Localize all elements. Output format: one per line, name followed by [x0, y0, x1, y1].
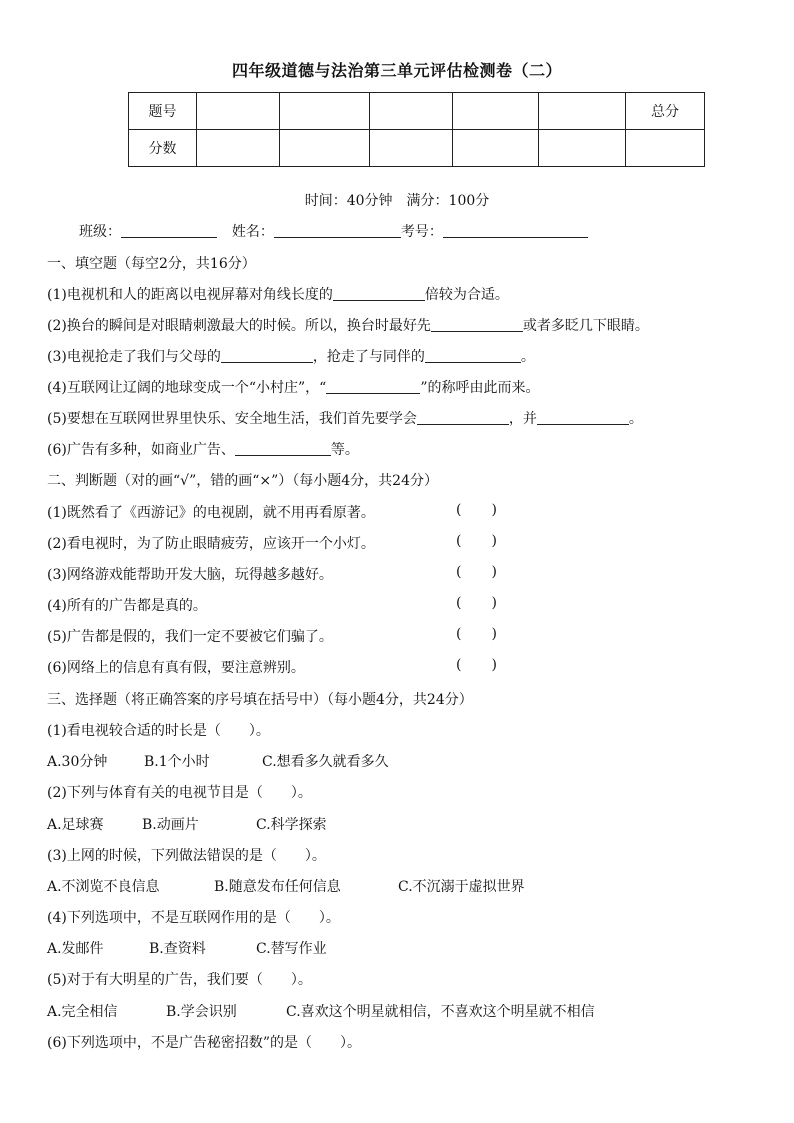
- score-cell[interactable]: [626, 130, 705, 167]
- score-cell: [280, 93, 370, 130]
- option-a[interactable]: A.发邮件: [47, 941, 104, 957]
- exam-title: 四年级道德与法治第三单元评估检测卷（二）: [231, 61, 562, 80]
- fill-question-6: [47, 439, 359, 459]
- answer-parentheses[interactable]: [456, 626, 497, 642]
- question-text: ，抢走了与同伴的: [312, 349, 425, 365]
- paren-open: (: [456, 564, 462, 580]
- answer-parentheses[interactable]: [456, 564, 497, 580]
- score-table-row-question-no: [129, 93, 705, 130]
- option-c[interactable]: C.不沉溺于虚拟世界: [398, 879, 525, 895]
- fill-question-3: [47, 346, 535, 366]
- answer-blank[interactable]: [417, 410, 509, 425]
- paren-close: ): [491, 564, 497, 580]
- choice-question-4: (4)下列选项中，不是互联网作用的是（ ）。: [47, 910, 340, 926]
- question-text: (3)电视抢走了我们与父母的: [47, 349, 221, 365]
- option-b[interactable]: B.随意发布任何信息: [214, 879, 341, 895]
- section1-heading: 一、填空题（每空2分，共16分）: [47, 256, 256, 272]
- choice-question-6: (6)下列选项中，不是广告秘密招数”的是（ ）。: [47, 1035, 361, 1051]
- paren-open: (: [456, 626, 462, 642]
- judge-question-5: (5)广告都是假的，我们一定不要被它们骗了。: [47, 629, 333, 645]
- question-text: ，并: [508, 411, 537, 427]
- answer-parentheses[interactable]: [456, 533, 497, 549]
- student-info-fields: [79, 221, 588, 241]
- answer-parentheses[interactable]: [456, 657, 497, 673]
- option-a[interactable]: A.完全相信: [47, 1004, 118, 1020]
- judge-question-3: (3)网络游戏能帮助开发大脑，玩得越多越好。: [47, 567, 333, 583]
- choice-question-1: (1)看电视较合适的时长是（ ）。: [47, 723, 270, 739]
- paren-close: ): [491, 657, 497, 673]
- score-cell[interactable]: [539, 130, 626, 167]
- fill-question-2: [47, 315, 649, 335]
- exam-no-label: 考号：: [400, 224, 443, 240]
- option-c[interactable]: C.替写作业: [256, 941, 327, 957]
- name-field[interactable]: [274, 223, 401, 238]
- choice-options-4: [47, 938, 327, 958]
- question-text: 倍较为合适。: [424, 287, 509, 303]
- question-text: 。: [520, 349, 535, 365]
- option-a[interactable]: A.30分钟: [47, 754, 108, 770]
- score-cell[interactable]: [453, 130, 539, 167]
- question-text: 等。: [330, 442, 359, 458]
- answer-parentheses[interactable]: [456, 502, 497, 518]
- score-cell[interactable]: [197, 130, 280, 167]
- score-cell: [197, 93, 280, 130]
- paren-close: ): [491, 595, 497, 611]
- score-cell: [370, 93, 453, 130]
- answer-blank[interactable]: [333, 286, 425, 301]
- question-text: (5)要想在互联网世界里快乐、安全地生活，我们首先要学会: [47, 411, 417, 427]
- score-table: [128, 92, 705, 167]
- fill-question-1: [47, 284, 509, 304]
- question-text: ”的称呼由此而来。: [420, 380, 540, 396]
- paren-open: (: [456, 595, 462, 611]
- question-text: (2)换台的瞬间是对眼睛刺激最大的时候。所以，换台时最好先: [47, 318, 431, 334]
- score-cell: [453, 93, 539, 130]
- answer-blank[interactable]: [221, 348, 313, 363]
- section3-heading: 三、选择题（将正确答案的序号填在括号中）（每小题4分，共24分）: [47, 692, 473, 708]
- question-text: 或者多眨几下眼睛。: [522, 318, 649, 334]
- exam-time-info: 时间：40分钟 满分：100分: [304, 193, 490, 209]
- judge-question-6: (6)网络上的信息有真有假，要注意辨别。: [47, 660, 305, 676]
- paren-close: ): [491, 502, 497, 518]
- paren-open: (: [456, 502, 462, 518]
- option-c[interactable]: C.科学探索: [256, 817, 327, 833]
- question-text: (1)电视机和人的距离以电视屏幕对角线长度的: [47, 287, 333, 303]
- choice-options-5: [47, 1001, 595, 1021]
- section2-heading: 二、判断题（对的画“√”，错的画“×”）（每小题4分，共24分）: [47, 473, 439, 489]
- score-table-row-score: [129, 130, 705, 167]
- option-c[interactable]: C.想看多久就看多久: [262, 754, 389, 770]
- answer-blank[interactable]: [431, 317, 523, 332]
- paren-open: (: [456, 533, 462, 549]
- score-cell[interactable]: [280, 130, 370, 167]
- judge-question-4: (4)所有的广告都是真的。: [47, 598, 207, 614]
- paren-close: ): [491, 533, 497, 549]
- option-b[interactable]: B.学会识别: [166, 1004, 237, 1020]
- question-no-label: 题号: [129, 93, 197, 130]
- choice-options-3: [47, 876, 525, 896]
- choice-options-2: [47, 814, 327, 834]
- answer-parentheses[interactable]: [456, 595, 497, 611]
- choice-options-1: [47, 751, 389, 771]
- choice-question-5: (5)对于有大明星的广告，我们要（ ）。: [47, 972, 312, 988]
- question-text: (6)广告有多种，如商业广告、: [47, 442, 235, 458]
- score-cell[interactable]: [370, 130, 453, 167]
- class-field[interactable]: [121, 223, 217, 238]
- fill-question-5: [47, 408, 643, 428]
- option-a[interactable]: A.不浏览不良信息: [47, 879, 160, 895]
- answer-blank[interactable]: [537, 410, 629, 425]
- question-text: 。: [628, 411, 643, 427]
- score-cell: [539, 93, 626, 130]
- class-label: 班级：: [79, 224, 121, 240]
- paren-open: (: [456, 657, 462, 673]
- option-b[interactable]: B.动画片: [142, 817, 199, 833]
- answer-blank[interactable]: [425, 348, 521, 363]
- answer-blank[interactable]: [235, 441, 331, 456]
- choice-question-3: (3)上网的时候，下列做法错误的是（ ）。: [47, 848, 326, 864]
- paren-close: ): [491, 626, 497, 642]
- score-label: 分数: [129, 130, 197, 167]
- question-text: (4)互联网让辽阔的地球变成一个“小村庄”，“: [47, 380, 327, 396]
- fill-question-4: [47, 377, 539, 397]
- option-b[interactable]: B.1个小时: [144, 754, 210, 770]
- total-score-label: 总分: [626, 93, 705, 130]
- judge-question-2: (2)看电视时，为了防止眼睛疲劳，应该开一个小灯。: [47, 536, 375, 552]
- exam-no-field[interactable]: [443, 223, 588, 238]
- judge-question-1: (1)既然看了《西游记》的电视剧，就不用再看原著。: [47, 505, 375, 521]
- name-label: 姓名：: [231, 224, 274, 240]
- option-b[interactable]: B.查资料: [149, 941, 206, 957]
- option-c[interactable]: C.喜欢这个明星就相信，不喜欢这个明星就不相信: [286, 1004, 595, 1020]
- answer-blank[interactable]: [326, 379, 420, 394]
- choice-question-2: (2)下列与体育有关的电视节目是（ ）。: [47, 785, 312, 801]
- option-a[interactable]: A.足球赛: [47, 817, 104, 833]
